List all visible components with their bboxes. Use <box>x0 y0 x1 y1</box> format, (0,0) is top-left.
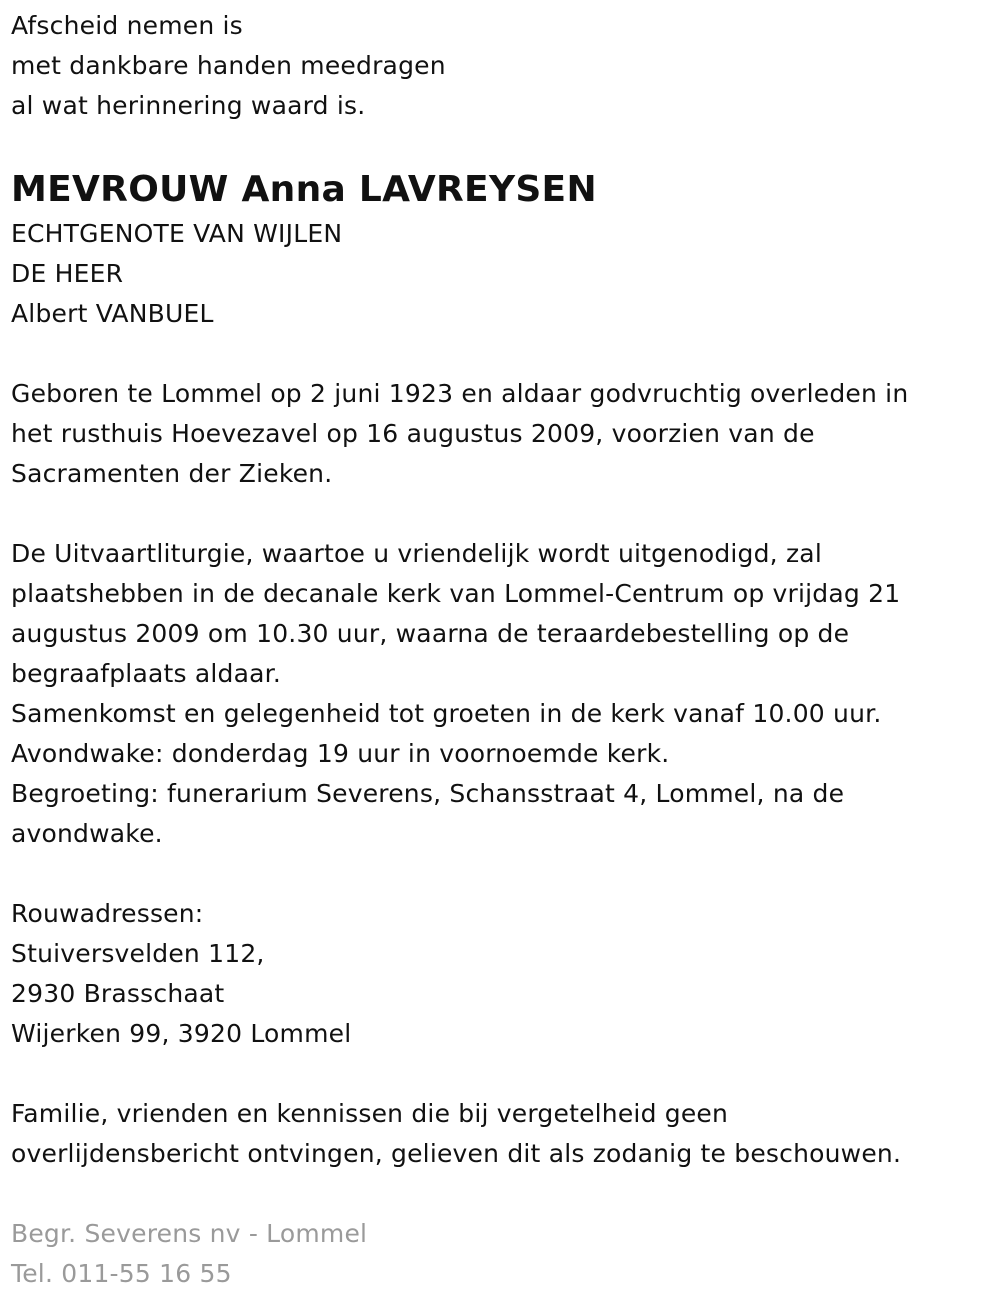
spouse-block <box>11 214 986 334</box>
paragraph-line: Avondwake: donderdag 19 uur in voornoemde kerk. <box>11 739 670 768</box>
paragraph-line: Sacramenten der Zieken. <box>11 459 333 488</box>
paragraph-line: overlijdensbericht ontvingen, gelieven dit als zodanig te beschouwen. <box>11 1139 902 1168</box>
paragraph-line: plaatshebben in de decanale kerk van Lommel-Centrum op vrijdag 21 <box>11 579 901 608</box>
poem-line: Afscheid nemen is <box>11 11 243 40</box>
spouse-line: ECHTGENOTE VAN WIJLEN <box>11 219 343 248</box>
paragraph-line: augustus 2009 om 10.30 uur, waarna de teraardebestelling op de <box>11 619 850 648</box>
spouse-line: DE HEER <box>11 259 124 288</box>
paragraph-line: De Uitvaartliturgie, waartoe u vriendelijk wordt uitgenodigd, zal <box>11 539 822 568</box>
poem-line: met dankbare handen meedragen <box>11 51 446 80</box>
poem <box>11 6 986 126</box>
paragraph-line: begraafplaats aldaar. <box>11 659 281 688</box>
funeral-paragraph <box>11 534 986 854</box>
paragraph-line: Samenkomst en gelegenheid tot groeten in de kerk vanaf 10.00 uur. <box>11 699 882 728</box>
birth-death-paragraph <box>11 374 986 494</box>
deceased-name: MEVROUW Anna LAVREYSEN <box>11 169 597 210</box>
notice-paragraph <box>11 1094 986 1174</box>
funeral-home-phone: Tel. 011-55 16 55 <box>11 1259 232 1288</box>
funeral-home-name: Begr. Severens nv - Lommel <box>11 1219 368 1248</box>
spouse-line: Albert VANBUEL <box>11 299 214 328</box>
obituary-notice <box>11 6 986 1294</box>
paragraph-line: avondwake. <box>11 819 163 848</box>
address-line: 2930 Brasschaat <box>11 979 225 1008</box>
paragraph-line: Familie, vrienden en kennissen die bij vergetelheid geen <box>11 1099 729 1128</box>
paragraph-line: Begroeting: funerarium Severens, Schansstraat 4, Lommel, na de <box>11 779 845 808</box>
poem-line: al wat herinnering waard is. <box>11 91 366 120</box>
addresses-heading: Rouwadressen: <box>11 899 204 928</box>
funeral-home-footer <box>11 1214 986 1294</box>
address-line: Wijerken 99, 3920 Lommel <box>11 1019 352 1048</box>
mourning-addresses <box>11 894 986 1054</box>
address-line: Stuiversvelden 112, <box>11 939 265 968</box>
paragraph-line: Geboren te Lommel op 2 juni 1923 en aldaar godvruchtig overleden in <box>11 379 909 408</box>
paragraph-line: het rusthuis Hoevezavel op 16 augustus 2009, voorzien van de <box>11 419 815 448</box>
